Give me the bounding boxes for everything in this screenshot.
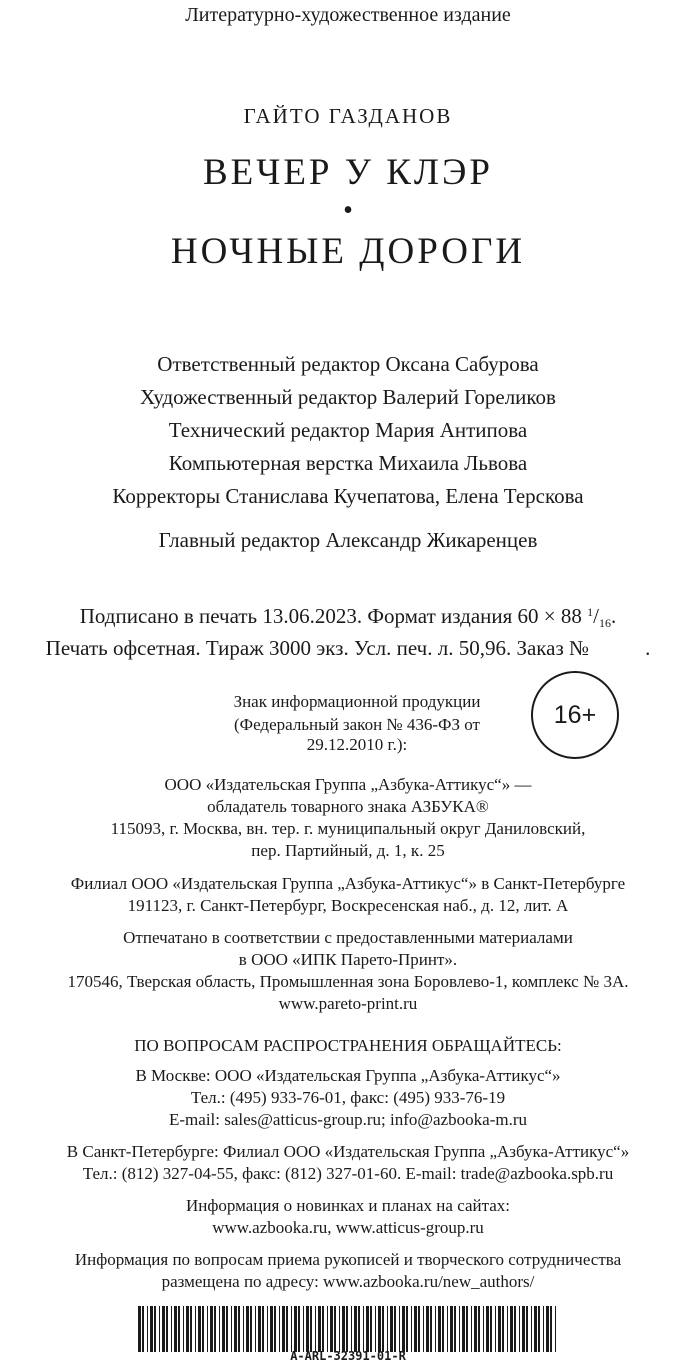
credit-line: Художественный редактор Валерий Гореликов xyxy=(140,385,556,409)
imprint-period: . xyxy=(645,636,651,660)
fraction-slash: / xyxy=(593,604,599,628)
title-separator: • xyxy=(343,195,353,226)
printer-line: 170546, Тверская область, Промышленная зона Боровлево-1, комплекс № 3А. xyxy=(67,972,629,991)
news-line: www.azbooka.ru, www.atticus-group.ru xyxy=(212,1218,484,1237)
imprint-line-1 xyxy=(0,604,696,631)
publisher-line: пер. Партийный, д. 1, к. 25 xyxy=(251,841,445,860)
branch-line: Филиал ООО «Издательская Группа „Азбука-Аттикус“» в Санкт-Петербурге xyxy=(70,874,626,893)
credit-line: Компьютерная верстка Михаила Львова xyxy=(168,451,528,475)
publisher-line: ООО «Издательская Группа „Азбука-Аттикус“» — xyxy=(164,775,532,794)
manuscripts-line: размещена по адресу: www.azbooka.ru/new_authors/ xyxy=(161,1272,535,1291)
spb-line: В Санкт-Петербурге: Филиал ООО «Издательская Группа „Азбука-Аттикус“» xyxy=(66,1142,630,1161)
fraction-denominator: 16 xyxy=(599,616,611,630)
printer-line: Отпечатано в соответствии с предоставленными материалами xyxy=(123,928,573,947)
printer-line: в ООО «ИПК Парето-Принт». xyxy=(238,950,458,969)
news-line: Информация о новинках и планах на сайтах: xyxy=(185,1196,510,1215)
imprint-period: . xyxy=(611,604,617,628)
branch-line: 191123, г. Санкт-Петербург, Воскресенская наб., д. 12, лит. А xyxy=(127,896,569,915)
book-title-1: ВЕЧЕР У КЛЭР xyxy=(203,152,493,193)
age-rating-law: (Федеральный закон № 436-ФЗ от 29.12.2010 г.): xyxy=(234,715,480,754)
manuscripts-line: Информация по вопросам приема рукописей и творческого сотрудничества xyxy=(74,1250,622,1269)
imprint-text: Печать офсетная. Тираж 3000 экз. Усл. печ. л. 50,96. Заказ № xyxy=(45,636,590,660)
printer-website: www.pareto-print.ru xyxy=(278,994,418,1013)
moscow-line: Тел.: (495) 933-76-01, факс: (495) 933-76-19 xyxy=(190,1088,506,1107)
imprint-line-2 xyxy=(0,636,696,661)
chief-editor: Главный редактор Александр Жикаренцев xyxy=(158,528,538,552)
barcode xyxy=(138,1306,558,1352)
fraction-numerator: 1 xyxy=(587,605,594,619)
book-title-2: НОЧНЫЕ ДОРОГИ xyxy=(170,231,526,272)
edition-type-label: Литературно-художественное издание xyxy=(185,4,511,26)
distribution-heading: ПО ВОПРОСАМ РАСПРОСТРАНЕНИЯ ОБРАЩАЙТЕСЬ: xyxy=(134,1036,562,1055)
publisher-line: 115093, г. Москва, вн. тер. г. муниципальный округ Даниловский, xyxy=(110,819,586,838)
age-rating-label: Знак информационной продукции xyxy=(233,692,481,711)
barcode-code: A-ARL-32391-01-R xyxy=(290,1349,406,1363)
age-rating-badge: 16+ xyxy=(531,671,619,759)
moscow-line: В Москве: ООО «Издательская Группа „Азбука-Аттикус“» xyxy=(135,1066,561,1085)
spb-line: Тел.: (812) 327-04-55, факс: (812) 327-01-60. E-mail: trade@azbooka.spb.ru xyxy=(82,1164,614,1183)
publisher-line: обладатель товарного знака АЗБУКА® xyxy=(207,797,489,816)
author-name: ГАЙТО ГАЗДАНОВ xyxy=(243,104,453,128)
moscow-line: E-mail: sales@atticus-group.ru; info@azbooka-m.ru xyxy=(169,1110,527,1129)
credit-line: Корректоры Станислава Кучепатова, Елена Терскова xyxy=(112,484,584,508)
credit-line: Ответственный редактор Оксана Сабурова xyxy=(157,352,539,376)
imprint-text: Подписано в печать 13.06.2023. Формат издания 60 × 88 xyxy=(79,604,582,628)
credit-line: Технический редактор Мария Антипова xyxy=(168,418,528,442)
